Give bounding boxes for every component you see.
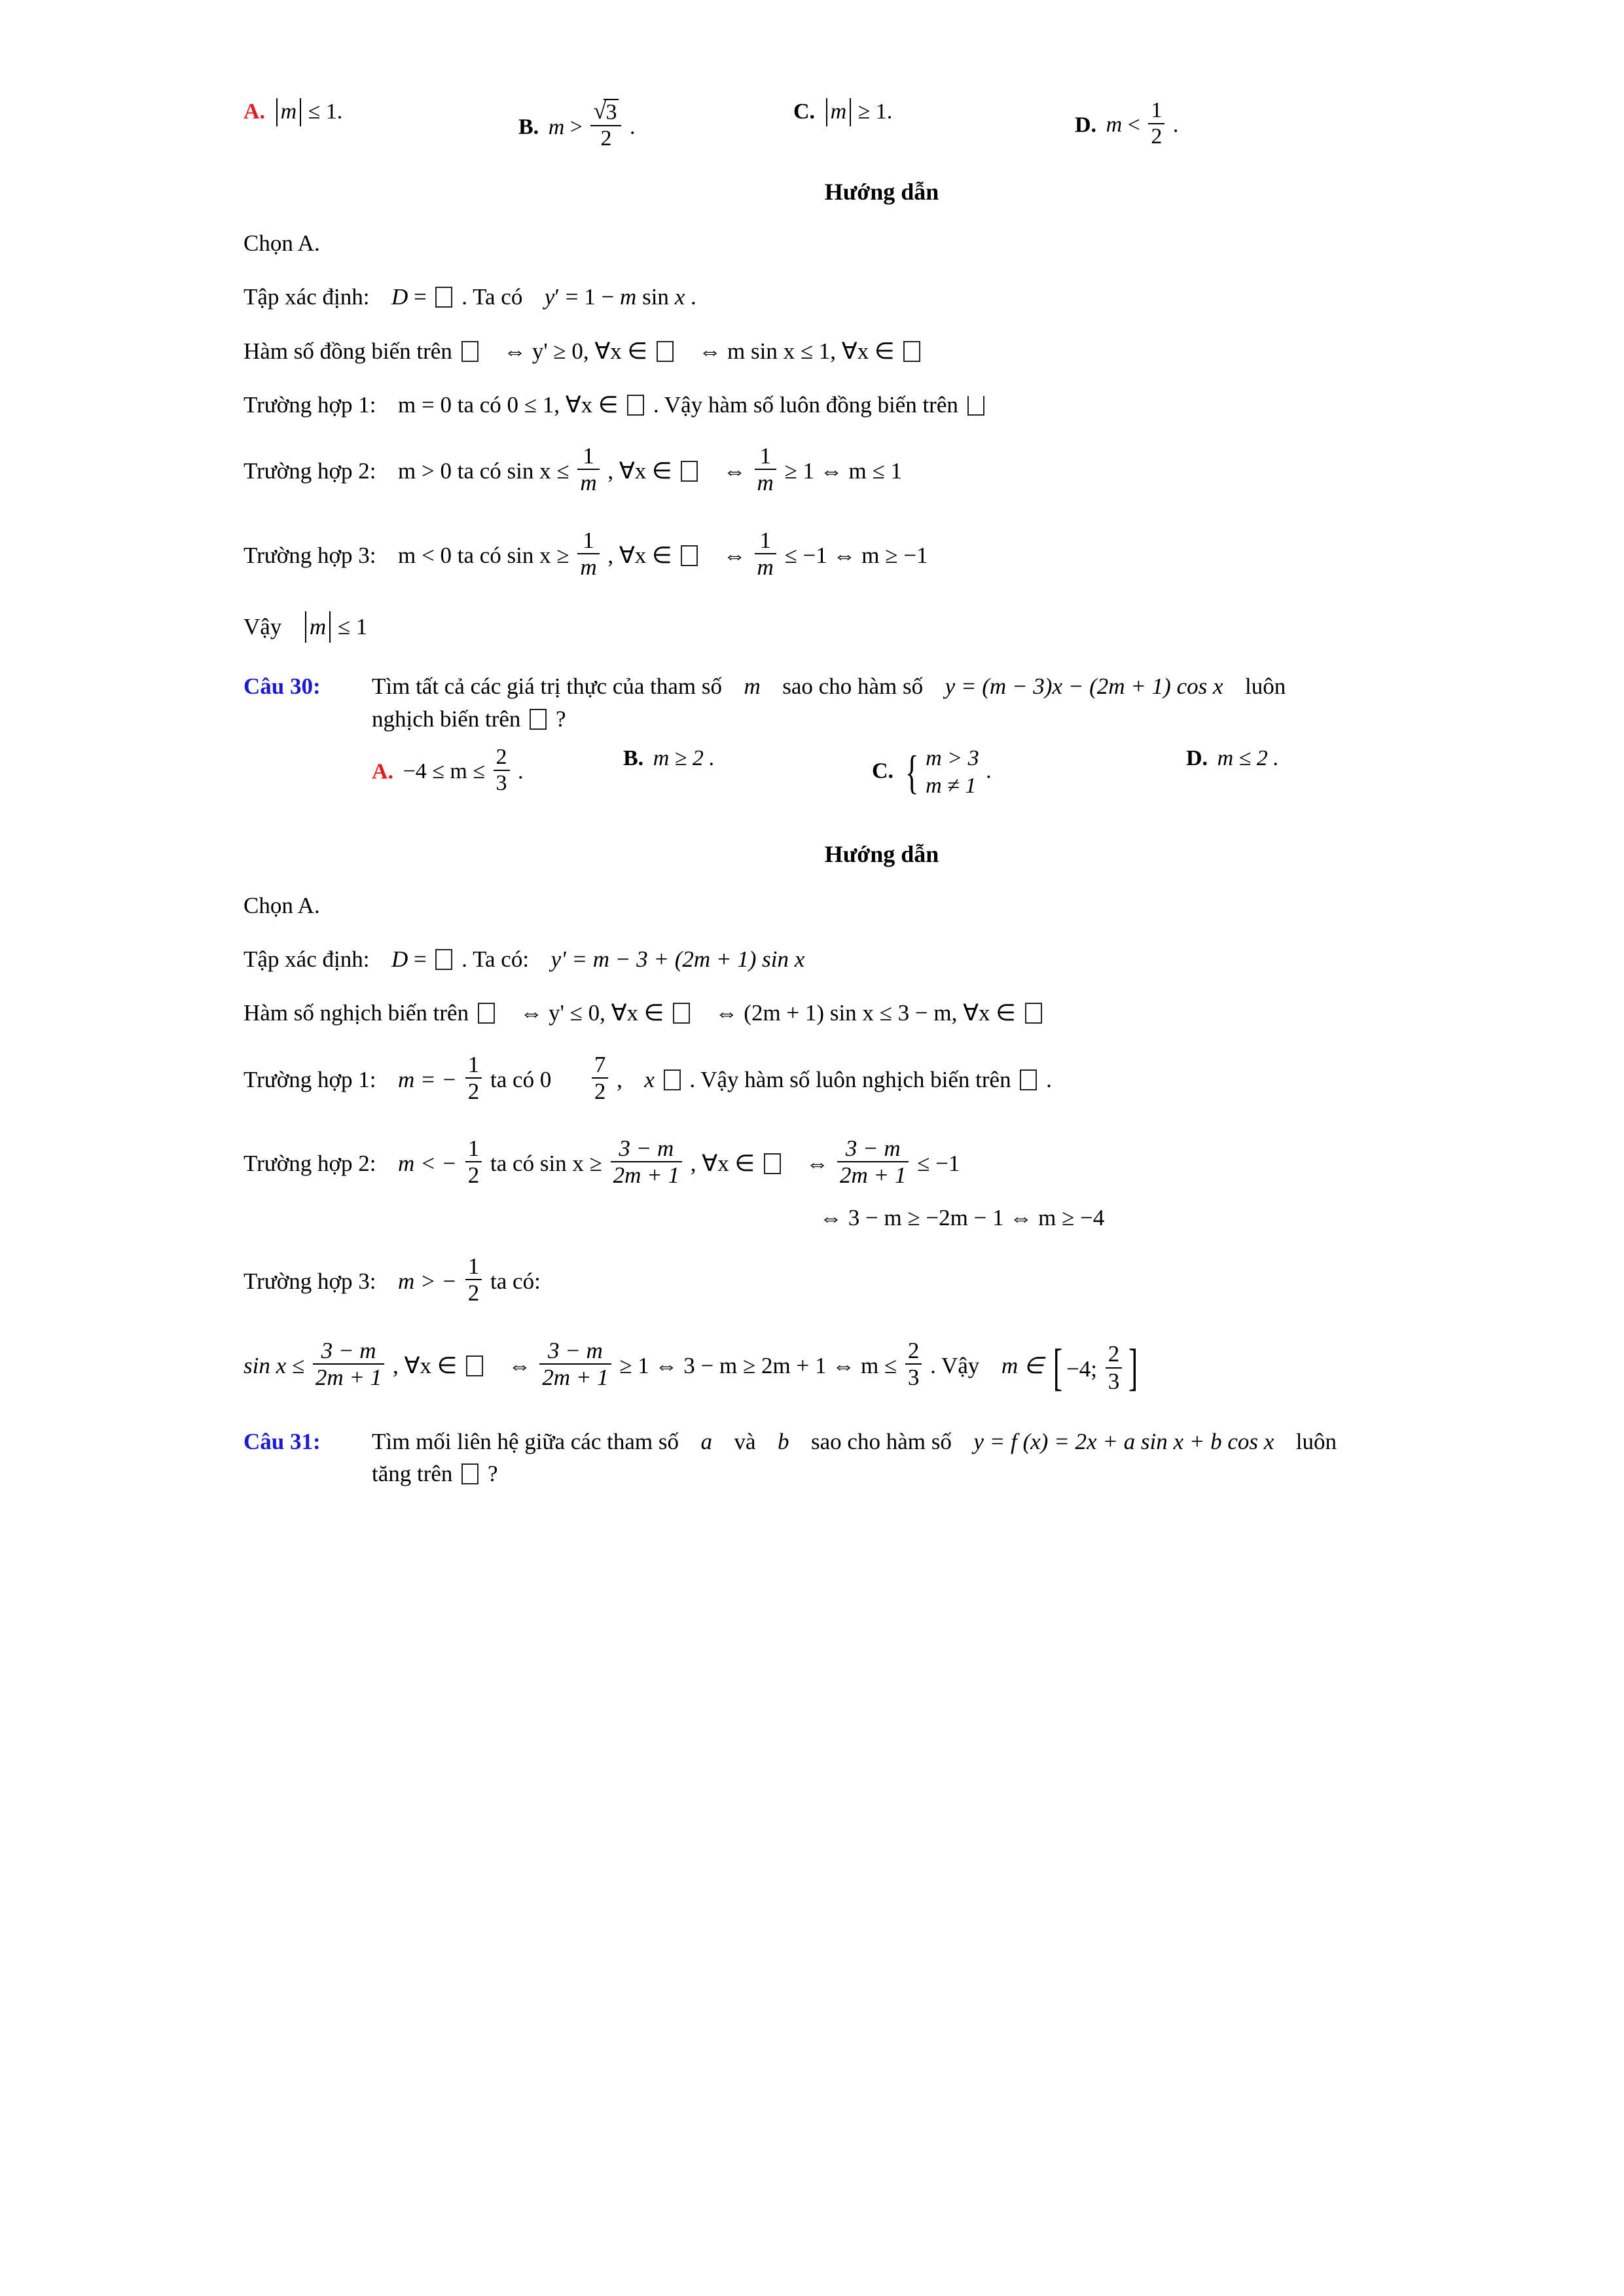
q29-conclusion-abs: m <box>305 611 331 643</box>
q30-final-fraction-1: $\frac{3 - m}{2m + 1}$ <box>313 1338 384 1390</box>
q30-answer-b-label: B. <box>623 745 644 770</box>
q30-answer-c-cases: { m > 3 m ≠ 1 <box>905 745 979 798</box>
blank-set-symbol <box>461 341 478 362</box>
q30-answer-d[interactable]: D. m ≤ 2 . <box>1186 745 1279 770</box>
question-31-body: Tìm mối liên hệ giữa các tham số a và b sao cho hàm số y = f (x) = 2x + a sin x + b cos x luôn tăng trên ? <box>372 1428 1337 1487</box>
q30-final-fraction-2: $\frac{3 - m}{2m + 1}$ <box>539 1338 611 1390</box>
blank-set-symbol <box>664 1069 681 1090</box>
q29-conclusion-line: Vậy m ≤ 1 <box>244 611 1520 643</box>
blank-set-symbol <box>681 461 698 482</box>
q30-case1-fraction-2: $\frac{7}{2}$ <box>592 1052 609 1104</box>
blank-set-symbol <box>903 341 920 362</box>
q30-case3-line: Trường hợp 3: m > − $\frac{1}{2}$ ta có: <box>244 1253 541 1306</box>
q29-answer-a-abs: m <box>276 98 302 126</box>
q29-guide-heading: Hướng dẫn <box>824 179 939 205</box>
q30-answer-d-label: D. <box>1186 745 1208 770</box>
q29-answer-c-label: C. <box>793 99 816 124</box>
q30-answer-a-label: A. <box>372 759 394 784</box>
q29-answer-d-fraction: $\frac{1}{2}$ <box>1148 98 1164 149</box>
blank-set-symbol <box>673 1003 690 1024</box>
question-31 <box>244 1426 1520 1490</box>
q30-answer-c-label: C. <box>872 758 894 783</box>
q29-domain-line: Tập xác định: D = . Ta có y′ = 1 − m sin x . <box>244 284 696 310</box>
page-content <box>244 98 1520 1499</box>
q30-case2-fraction-3: $\frac{3 - m}{2m + 1}$ <box>837 1136 909 1188</box>
q30-final-fraction-3: $\frac{2}{3}$ <box>905 1338 922 1390</box>
q29-case3-line: Trường hợp 3: m < 0 ta có sin x ≥ $\frac{1}{m}$ , ∀x ∈ ⇔ $\frac{1}{m}$ ≤ −1 ⇔ m ≥ −1 <box>244 527 928 580</box>
q29-answer-c-abs: m <box>826 98 852 126</box>
blank-set-symbol <box>967 396 984 416</box>
q30-case3-fraction: $\frac{1}{2}$ <box>465 1253 482 1306</box>
q29-case3-fraction-1: $\frac{1}{m}$ <box>577 528 599 580</box>
question-30-body: Tìm tất cả các giá trị thực của tham số m sao cho hàm số y = (m − 3)x − (2m + 1) cos x luôn nghịch biến trên ? <box>372 673 1286 732</box>
q29-choose-line: Chọn A. <box>244 230 320 256</box>
q30-case2-fraction-2: $\frac{3 - m}{2m + 1}$ <box>611 1136 682 1188</box>
q29-answer-c[interactable]: C. m ≥ 1. <box>793 98 892 126</box>
blank-set-symbol <box>530 709 547 730</box>
q30-case2-result: ⇔ 3 − m ≥ −2m − 1 ⇔ m ≥ −4 <box>820 1205 1105 1231</box>
q30-answer-a-fraction: $\frac{2}{3}$ <box>494 745 510 796</box>
q30-case2-fraction-1: $\frac{1}{2}$ <box>465 1136 482 1188</box>
q30-domain-line: Tập xác định: D = . Ta có: y' = m − 3 + (2m + 1) sin x <box>244 946 805 972</box>
q29-answer-row <box>244 98 1520 154</box>
question-30-formula: y = (m − 3)x − (2m + 1) cos x <box>945 673 1223 700</box>
blank-set-symbol <box>478 1003 495 1024</box>
q29-case2-fraction-2: $\frac{1}{m}$ <box>755 443 776 495</box>
q30-guide-heading: Hướng dẫn <box>824 840 939 867</box>
blank-set-symbol <box>435 949 452 970</box>
q29-monotonic-line: Hàm số đồng biến trên ⇔ y' ≥ 0, ∀x ∈ ⇔ m sin x ≤ 1, ∀x ∈ <box>244 336 1520 367</box>
q30-answer-a[interactable]: A. −4 ≤ m ≤ $\frac{2}{3}$ . <box>372 744 524 795</box>
q29-case1-line: Trường hợp 1: m = 0 ta có 0 ≤ 1, ∀x ∈ . Vậy hàm số luôn đồng biến trên <box>244 389 1520 421</box>
q30-answer-b[interactable]: B. m ≥ 2 . <box>623 745 715 770</box>
blank-set-symbol <box>627 395 644 416</box>
q29-case2-fraction-1: $\frac{1}{m}$ <box>577 443 599 495</box>
q30-final-interval-fraction: $\frac{2}{3}$ <box>1106 1341 1123 1393</box>
q29-answer-a-label: A. <box>244 99 266 124</box>
blank-set-symbol <box>461 1463 478 1484</box>
q29-answer-b-fraction: √ $\frac{3}{2}$ <box>590 98 621 151</box>
q30-answer-row <box>244 745 1520 817</box>
q30-case2-line: Trường hợp 2: m < − $\frac{1}{2}$ ta có sin x ≥ $\frac{3 - m}{2m + 1}$ , ∀x ∈ ⇔ $\frac{3 - m}{2m + 1}$ ≤ −1 <box>244 1135 960 1189</box>
blank-set-symbol <box>681 545 698 566</box>
question-30-label: Câu 30: <box>244 673 321 700</box>
q29-answer-d[interactable]: D. m < $\frac{1}{2}$ . <box>1075 98 1179 149</box>
q30-case1-fraction-1: $\frac{1}{2}$ <box>465 1052 482 1104</box>
blank-set-symbol <box>466 1355 483 1376</box>
q29-case3-fraction-2: $\frac{1}{m}$ <box>755 528 776 580</box>
question-31-label: Câu 31: <box>244 1428 321 1454</box>
q29-answer-b[interactable]: B. m > √ $\frac{3}{2}$ . <box>518 98 635 151</box>
q30-monotonic-line: Hàm số nghịch biến trên ⇔ y' ≤ 0, ∀x ∈ ⇔ (2m + 1) sin x ≤ 3 − m, ∀x ∈ <box>244 997 1520 1029</box>
blank-set-symbol <box>435 287 452 308</box>
q30-answer-c[interactable]: C. { m > 3 m ≠ 1 . <box>872 745 992 800</box>
blank-set-symbol <box>764 1153 781 1174</box>
blank-set-symbol <box>1025 1003 1042 1024</box>
blank-set-symbol <box>657 341 674 362</box>
q29-case2-line: Trường hợp 2: m > 0 ta có sin x ≤ $\frac{1}{m}$ , ∀x ∈ ⇔ $\frac{1}{m}$ ≥ 1 ⇔ m ≤ 1 <box>244 443 902 496</box>
q30-case1-line: Trường hợp 1: m = − $\frac{1}{2}$ ta có 0 $\frac{7}{2}$ , x . Vậy hàm số luôn nghịch biến trên . <box>244 1051 1052 1104</box>
q29-answer-b-label: B. <box>518 115 539 139</box>
question-30 <box>244 670 1520 735</box>
q30-final-line: sin x ≤ $\frac{3 - m}{2m + 1}$ , ∀x ∈ ⇔ $\frac{3 - m}{2m + 1}$ ≥ 1 ⇔ 3 − m ≥ 2m + 1 ⇔ m ≤ $\frac{2}{3}$ . Vậy m ∈ [ −4; $\frac{2}{3}$ ] <box>244 1338 1520 1394</box>
q30-choose-line: Chọn A. <box>244 892 320 918</box>
blank-set-symbol <box>1020 1069 1037 1090</box>
q29-answer-d-label: D. <box>1075 113 1097 137</box>
question-31-formula: y = f (x) = 2x + a sin x + b cos x <box>973 1428 1274 1454</box>
q30-final-interval: [ −4; $\frac{2}{3}$ ] <box>1053 1338 1138 1396</box>
q29-answer-a[interactable]: A. m ≤ 1. <box>244 98 342 126</box>
